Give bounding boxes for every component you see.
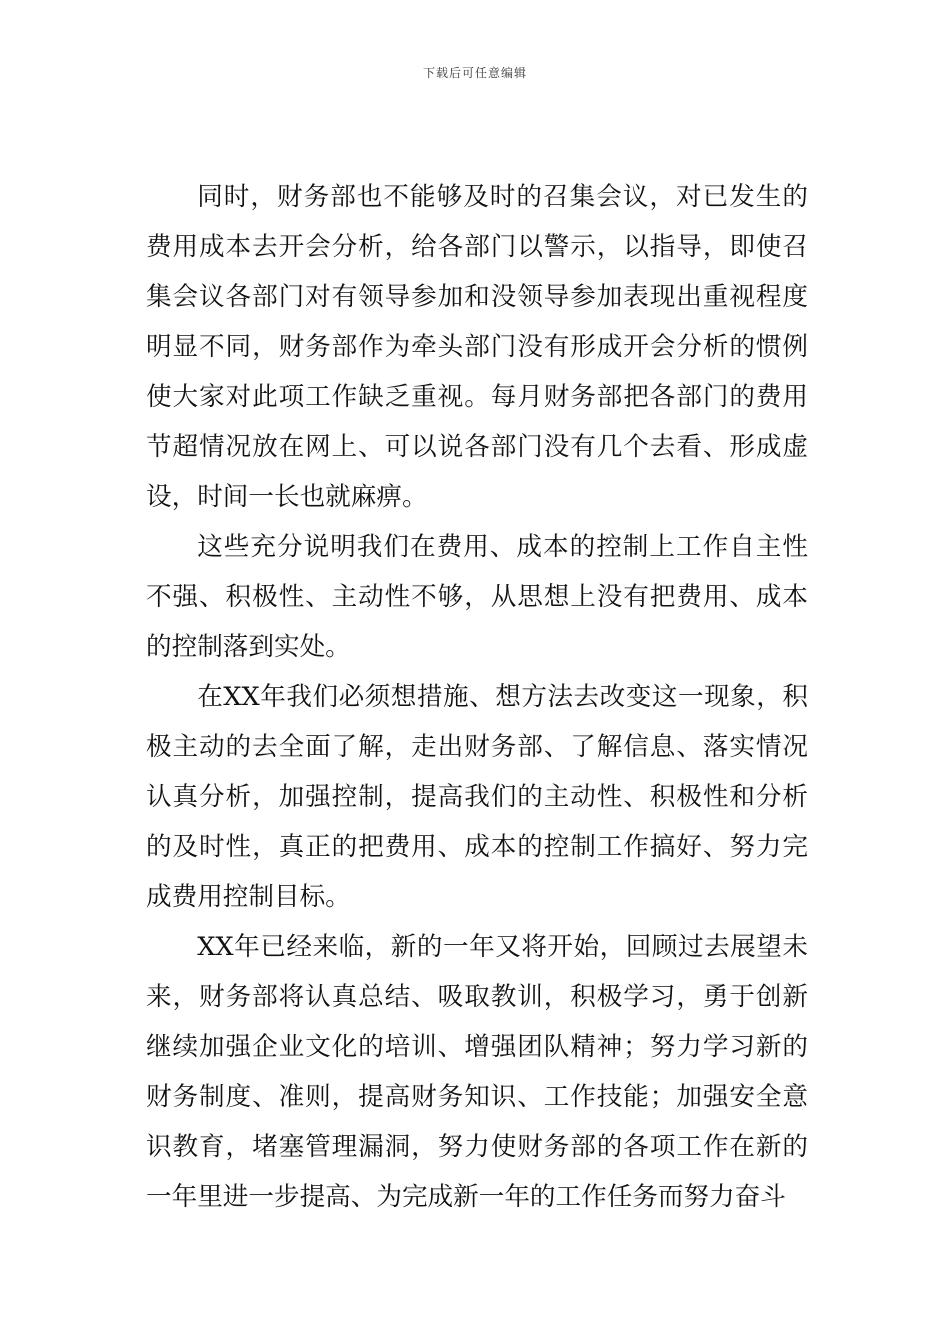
paragraph-2: 这些充分说明我们在费用、成本的控制上工作自主性不强、积极性、主动性不够，从思想上没有把费用、成本的控制落到实处。 [146,532,808,662]
document-body [146,172,808,1222]
paragraph-3: 在XX年我们必须想措施、想方法去改变这一现象，积极主动的去全面了解，走出财务部、了解信息、落实情况认真分析，加强控制，提高我们的主动性、积极性和分析的及时性，真正的把费用、成本的控制工作搞好、努力完成费用控制目标。 [146,682,808,912]
paragraph-1: 同时，财务部也不能够及时的召集会议，对已发生的费用成本去开会分析，给各部门以警示，以指导，即使召集会议各部门对有领导参加和没领导参加表现出重视程度明显不同，财务部作为牵头部门没有形成开会分析的惯例使大家对此项工作缺乏重视。每月财务部把各部门的费用节超情况放在网上、可以说各部门没有几个去看、形成虚设，时间一长也就麻痹。 [146,182,808,512]
header-note: 下载后可任意编辑 [422,66,527,80]
paragraph-4: XX年已经来临，新的一年又将开始，回顾过去展望未来，财务部将认真总结、吸取教训，积极学习，勇于创新继续加强企业文化的培训、增强团队精神；努力学习新的财务制度、准则，提高财务知识、工作技能；加强安全意识教育，堵塞管理漏洞，努力使财务部的各项工作在新的一年里进一步提高、为完成新一年的工作任务而努力奋斗 [146,932,808,1212]
